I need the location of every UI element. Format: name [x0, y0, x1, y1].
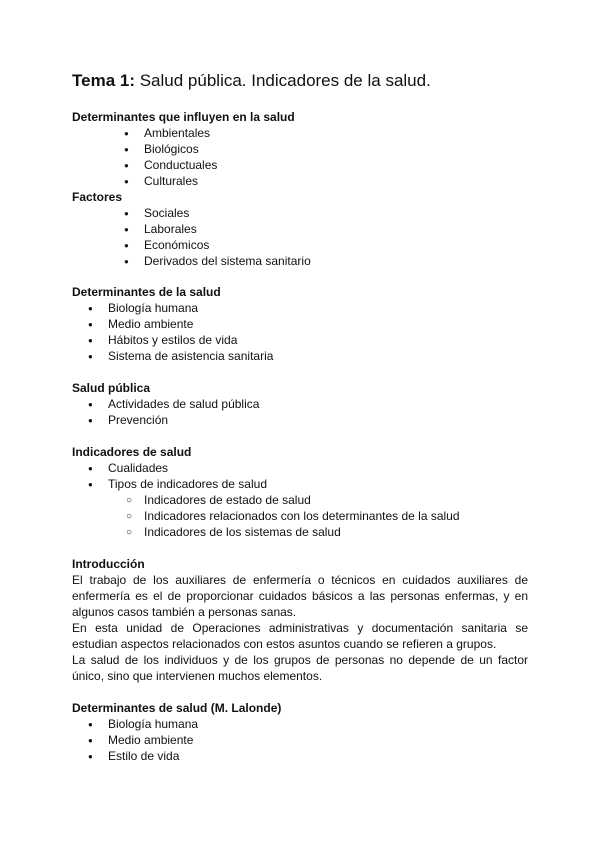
paragraph: En esta unidad de Operaciones administrativas y documentación sanitaria se estudian aspectos relacionados con estos asuntos cuando se refieren a grupos. — [72, 621, 528, 651]
list-item: ● Sociales — [144, 206, 189, 221]
list-item: ● Medio ambiente — [108, 317, 193, 332]
sub-list-item: ○ Indicadores relacionados con los determinantes de la salud — [144, 509, 460, 524]
page-title — [72, 70, 431, 92]
list-item: ● Económicos — [144, 238, 209, 253]
heading-lalonde: Determinantes de salud (M. Lalonde) — [72, 701, 282, 715]
list-item: ● Estilo de vida — [108, 749, 179, 764]
list-item: ● Biología humana — [108, 301, 198, 316]
list-item: ● Biológicos — [144, 142, 199, 157]
list-item: ● Sistema de asistencia sanitaria — [108, 349, 273, 364]
paragraph: El trabajo de los auxiliares de enfermería o técnicos en cuidados auxiliares de enfermería es el de proporcionar cuidados básicos a las personas enfermas, y en algunos casos también a personas sanas. — [72, 573, 528, 619]
list-item: ● Conductuales — [144, 158, 217, 173]
list-item: ● Ambientales — [144, 126, 210, 141]
list-item: ● Medio ambiente — [108, 733, 193, 748]
sub-list-item: ○ Indicadores de los sistemas de salud — [144, 525, 341, 540]
heading-determinantes-influyen: Determinantes que influyen en la salud — [72, 110, 295, 124]
list-item: ● Prevención — [108, 413, 168, 428]
list-item: ● Actividades de salud pública — [108, 397, 259, 412]
heading-determinantes-salud: Determinantes de la salud — [72, 285, 221, 299]
paragraph: La salud de los individuos y de los grupos de personas no depende de un factor único, sino que intervienen muchos elementos. — [72, 653, 528, 683]
list-item: ● Culturales — [144, 174, 198, 189]
title-strong: Tema 1: — [72, 71, 135, 90]
heading-factores: Factores — [72, 190, 123, 204]
title-rest: Salud pública. Indicadores de la salud. — [135, 71, 431, 90]
heading-indicadores: Indicadores de salud — [72, 445, 192, 459]
list-item: ● Tipos de indicadores de salud — [108, 477, 267, 492]
heading-salud-publica: Salud pública — [72, 381, 151, 395]
list-item: ● Derivados del sistema sanitario — [144, 254, 311, 269]
heading-introduccion: Introducción — [72, 557, 145, 571]
list-item: ● Cualidades — [108, 461, 168, 476]
list-item: ● Hábitos y estilos de vida — [108, 333, 237, 348]
list-item: ● Laborales — [144, 222, 197, 237]
sub-list-item: ○ Indicadores de estado de salud — [144, 493, 311, 508]
list-item: ● Biología humana — [108, 717, 198, 732]
